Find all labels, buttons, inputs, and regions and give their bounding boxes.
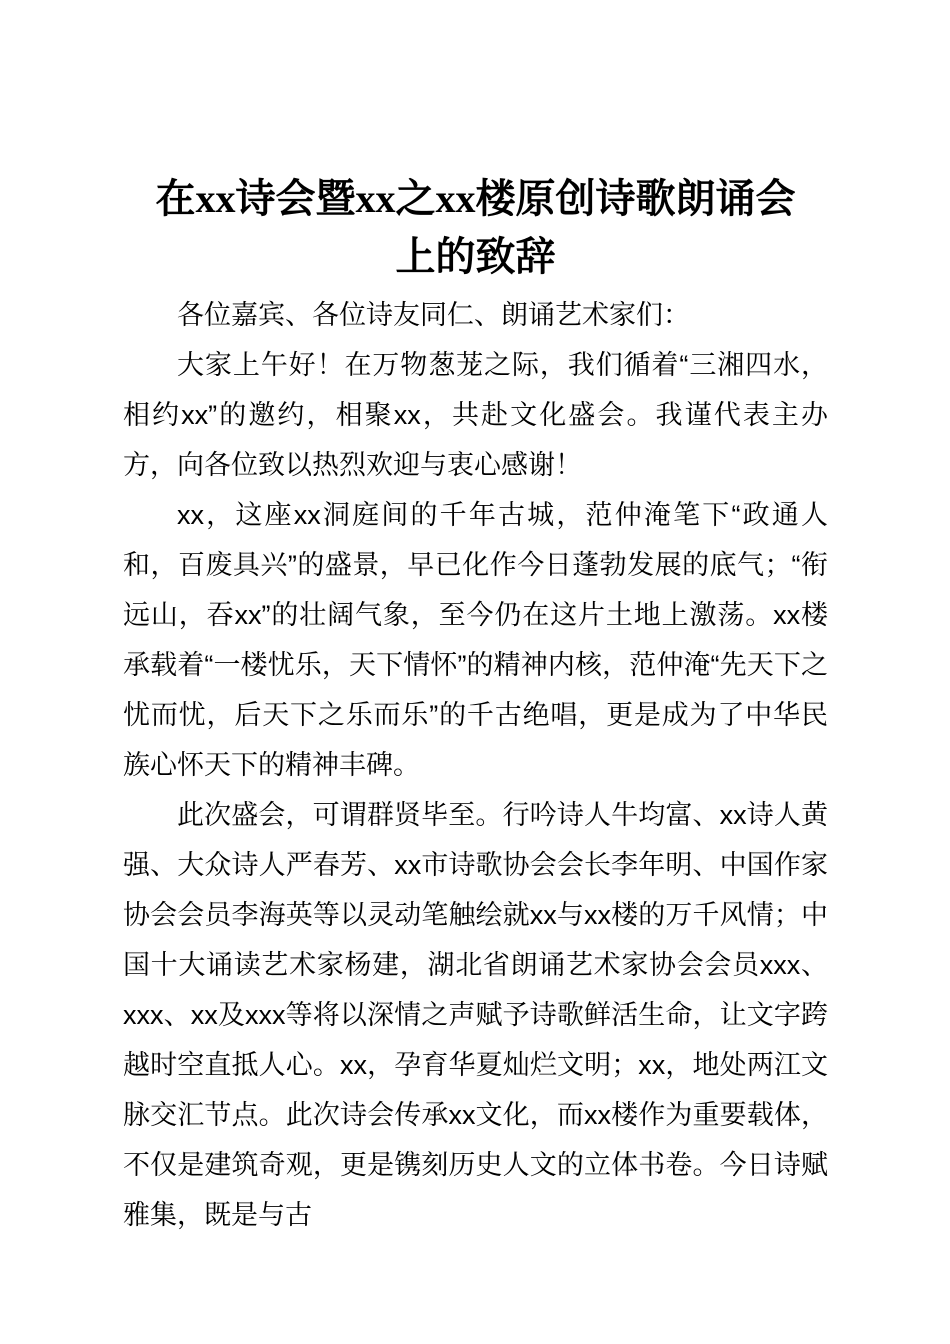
document-title: 在xx诗会暨xx之xx楼原创诗歌朗诵会上的致辞 bbox=[155, 176, 796, 279]
document-content bbox=[123, 170, 828, 1240]
paragraph-guests: 此次盛会，可谓群贤毕至。行吟诗人牛均富、xx诗人黄强、大众诗人严春芳、xx市诗歌协会会长李年明、中国作家协会会员李海英等以灵动笔触绘就xx与xx楼的万千风情；中国十大诵读艺术家杨建，湖北省朗诵艺术家协会会员xxx、xxx、xx及xxx等将以深情之声赋予诗歌鲜活生命，让文字跨越时空直抵人心。xx，孕育华夏灿烂文明；xx，地处两江文脉交汇节点。此次诗会传承xx文化，而xx楼作为重要载体，不仅是建筑奇观，更是镌刻历史人文的立体书卷。今日诗赋雅集，既是与古 bbox=[123, 800, 828, 1230]
document-body bbox=[123, 290, 828, 1240]
paragraph-welcome: 大家上午好！在万物葱茏之际，我们循着“三湘四水，相约xx”的邀约，相聚xx，共赴文化盛会。我谨代表主办方，向各位致以热烈欢迎与衷心感谢！ bbox=[123, 350, 828, 480]
paragraph-city-history: xx，这座xx洞庭间的千年古城，范仲淹笔下“政通人和，百废具兴”的盛景，早已化作今日蓬勃发展的底气；“衔远山，吞xx”的壮阔气象，至今仍在这片土地上激荡。xx楼承载着“一楼忧乐，天下情怀”的精神内核，范仲淹“先天下之忧而忧，后天下之乐而乐”的千古绝唱，更是成为了中华民族心怀天下的精神丰碑。 bbox=[123, 500, 828, 780]
paragraph-greeting: 各位嘉宾、各位诗友同仁、朗诵艺术家们： bbox=[177, 300, 690, 330]
